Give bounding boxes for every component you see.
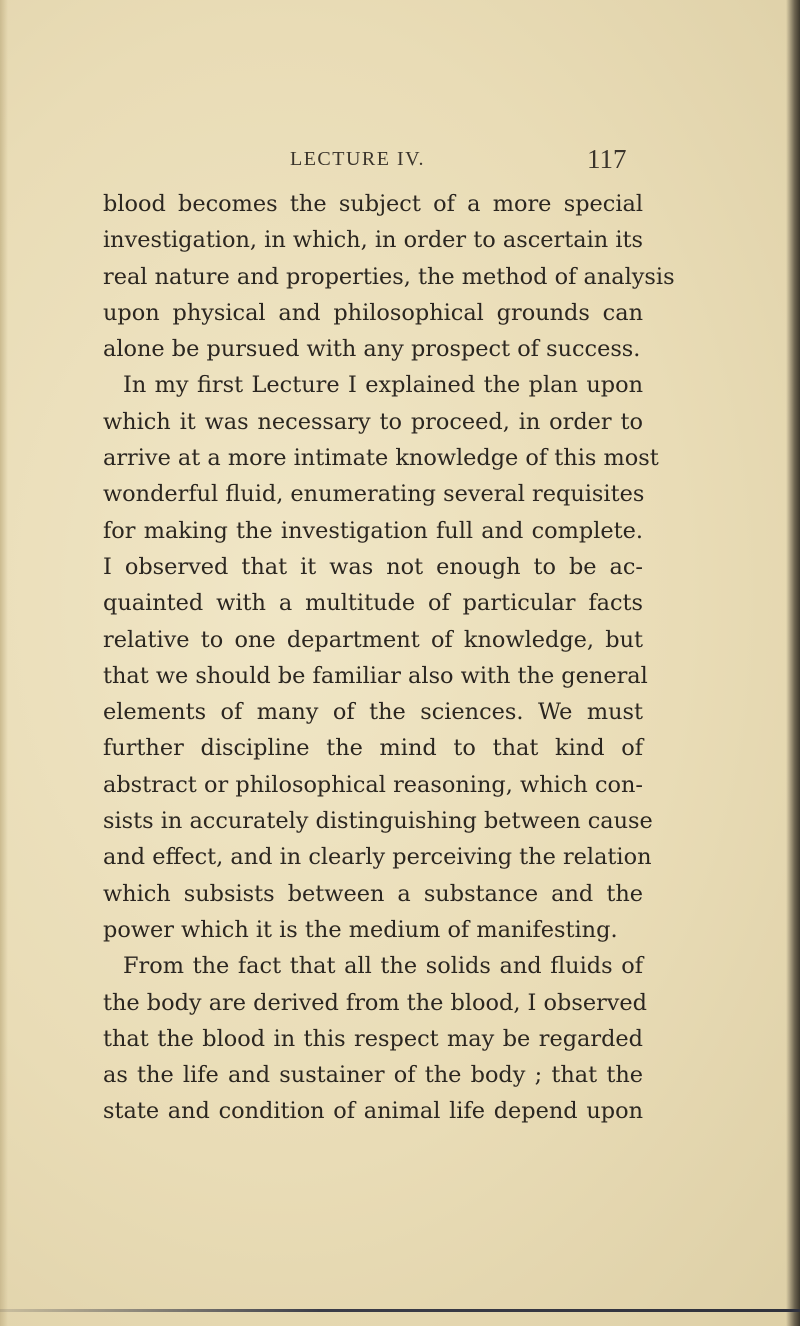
text-line: relative to one department of knowledge, but	[103, 626, 643, 653]
text-line: In my first Lecture I explained the plan upon	[123, 372, 643, 399]
page-number: 117	[587, 144, 627, 174]
body-text	[103, 186, 675, 1130]
text-line: sists in accurately distinguishing between cause	[103, 808, 653, 835]
text-line: and effect, and in clearly perceiving the relation	[103, 844, 652, 871]
text-line: that we should be familiar also with the general	[103, 662, 648, 689]
page-left-edge-shadow	[0, 0, 8, 1326]
text-line: I observed that it was not enough to be ac-	[103, 553, 643, 580]
page-right-edge-shadow	[786, 0, 800, 1326]
running-title: LECTURE IV.	[290, 148, 426, 170]
text-line: upon physical and philosophical grounds can	[103, 299, 643, 326]
text-line: that the blood in this respect may be regarded	[103, 1025, 643, 1052]
page-header	[0, 144, 800, 184]
text-line: for making the investigation full and complete.	[103, 517, 643, 544]
text-line: wonderful fluid, enumerating several requisites	[103, 481, 645, 508]
bottom-edge-line	[0, 1309, 800, 1312]
text-line: which it was necessary to proceed, in order to	[103, 408, 643, 435]
text-line: state and condition of animal life depend upon	[103, 1098, 643, 1125]
text-line: arrive at a more intimate knowledge of this most	[103, 445, 659, 472]
text-line: real nature and properties, the method of analysis	[103, 263, 675, 290]
text-line: alone be pursued with any prospect of success.	[103, 336, 641, 363]
text-line: abstract or philosophical reasoning, which con-	[103, 771, 643, 798]
text-line: blood becomes the subject of a more special	[103, 191, 643, 217]
text-line: as the life and sustainer of the body ; that the	[103, 1062, 643, 1089]
text-line: which subsists between a substance and the	[103, 880, 643, 907]
text-line: investigation, in which, in order to ascertain its	[103, 227, 643, 254]
text-line: power which it is the medium of manifesting.	[103, 916, 618, 943]
text-line: From the fact that all the solids and fluids of	[123, 953, 643, 980]
text-line: further discipline the mind to that kind of	[103, 735, 643, 762]
text-line: the body are derived from the blood, I observed	[103, 989, 648, 1016]
text-line: elements of many of the sciences. We must	[103, 699, 643, 726]
text-line: quainted with a multitude of particular facts	[103, 590, 643, 617]
